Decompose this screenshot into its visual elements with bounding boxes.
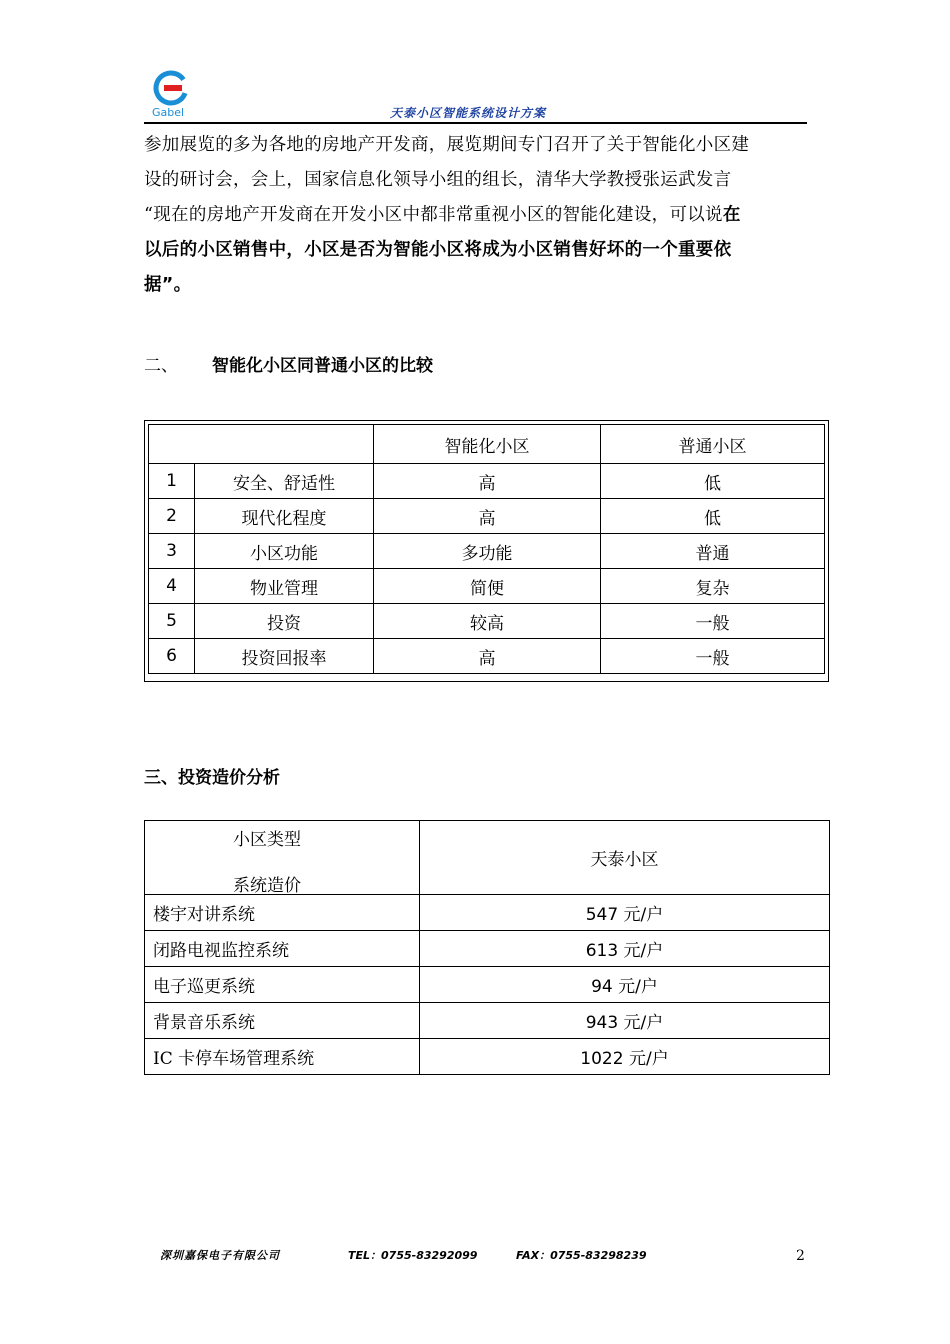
system-cost: 943 元/户 bbox=[420, 1003, 830, 1039]
row-item: 物业管理 bbox=[195, 569, 374, 604]
section-title: 智能化小区同普通小区的比较 bbox=[212, 356, 433, 376]
table-header-cell: 普通小区 bbox=[601, 425, 825, 464]
row-item: 现代化程度 bbox=[195, 499, 374, 534]
row-smart: 高 bbox=[374, 639, 601, 674]
header-community-name: 天泰小区 bbox=[420, 821, 830, 895]
section-heading-cost: 三、投资造价分析 bbox=[144, 768, 280, 788]
system-name: 闭路电视监控系统 bbox=[145, 931, 420, 967]
header-title: 天泰小区智能系统设计方案 bbox=[390, 106, 547, 120]
row-item: 投资 bbox=[195, 604, 374, 639]
table-row bbox=[145, 895, 830, 931]
row-normal: 一般 bbox=[601, 639, 825, 674]
system-name: IC 卡停车场管理系统 bbox=[145, 1039, 420, 1075]
row-smart: 简便 bbox=[374, 569, 601, 604]
system-cost: 613 元/户 bbox=[420, 931, 830, 967]
table-row bbox=[145, 1039, 830, 1075]
comparison-table bbox=[144, 420, 829, 682]
table-row bbox=[149, 464, 825, 499]
row-number: 1 bbox=[149, 464, 195, 499]
row-item: 安全、舒适性 bbox=[195, 464, 374, 499]
row-normal: 低 bbox=[601, 464, 825, 499]
row-normal: 普通 bbox=[601, 534, 825, 569]
row-smart: 高 bbox=[374, 464, 601, 499]
table-row bbox=[149, 604, 825, 639]
paragraph-line: 参加展览的多为各地的房地产开发商，展览期间专门召开了关于智能化小区建 bbox=[144, 135, 750, 155]
footer-company: 深圳嘉保电子有限公司 bbox=[160, 1249, 280, 1262]
row-smart: 较高 bbox=[374, 604, 601, 639]
row-smart: 高 bbox=[374, 499, 601, 534]
row-normal: 复杂 bbox=[601, 569, 825, 604]
logo-wordmark: Gabel bbox=[152, 106, 185, 119]
table-row bbox=[145, 1003, 830, 1039]
table-row bbox=[145, 931, 830, 967]
row-item: 投资回报率 bbox=[195, 639, 374, 674]
paragraph-bold-line: 以后的小区销售中，小区是否为智能小区将成为小区销售好坏的一个重要依 bbox=[144, 240, 732, 260]
row-number: 3 bbox=[149, 534, 195, 569]
table-header-row bbox=[145, 821, 830, 895]
paragraph-bold-text: 在 bbox=[722, 205, 741, 225]
footer-tel: TEL：0755-83292099 bbox=[348, 1249, 478, 1262]
header-system-cost: 系统造价 bbox=[233, 876, 301, 896]
table-row bbox=[149, 499, 825, 534]
paragraph-line: 设的研讨会，会上，国家信息化领导小组的组长，清华大学教授张运武发言 bbox=[144, 170, 732, 190]
table-header-row bbox=[149, 425, 825, 464]
table-row bbox=[145, 967, 830, 1003]
row-number: 6 bbox=[149, 639, 195, 674]
system-name: 背景音乐系统 bbox=[145, 1003, 420, 1039]
row-item: 小区功能 bbox=[195, 534, 374, 569]
table-header-cell bbox=[149, 425, 374, 464]
page-number: 2 bbox=[796, 1248, 805, 1264]
paragraph-bold-line: 据”。 bbox=[144, 275, 192, 295]
row-smart: 多功能 bbox=[374, 534, 601, 569]
cost-table bbox=[144, 820, 830, 1075]
system-name: 电子巡更系统 bbox=[145, 967, 420, 1003]
system-cost: 547 元/户 bbox=[420, 895, 830, 931]
system-name: 楼宇对讲系统 bbox=[145, 895, 420, 931]
table-row bbox=[149, 639, 825, 674]
row-normal: 低 bbox=[601, 499, 825, 534]
section-heading-comparison bbox=[144, 351, 433, 376]
diagonal-header-cell bbox=[145, 821, 420, 895]
table-row bbox=[149, 569, 825, 604]
header-divider bbox=[144, 122, 807, 124]
section-number: 二、 bbox=[144, 356, 178, 376]
system-cost: 94 元/户 bbox=[420, 967, 830, 1003]
row-normal: 一般 bbox=[601, 604, 825, 639]
row-number: 5 bbox=[149, 604, 195, 639]
gabel-logo bbox=[150, 68, 192, 124]
table-row bbox=[149, 534, 825, 569]
row-number: 4 bbox=[149, 569, 195, 604]
footer-fax: FAX：0755-83298239 bbox=[516, 1249, 647, 1262]
paragraph-line bbox=[144, 198, 810, 233]
table-header-cell: 智能化小区 bbox=[374, 425, 601, 464]
page-footer bbox=[160, 1247, 647, 1263]
paragraph-text: “现在的房地产开发商在开发小区中都非常重视小区的智能化建设，可以说 bbox=[144, 205, 723, 225]
intro-paragraph bbox=[144, 128, 810, 303]
row-number: 2 bbox=[149, 499, 195, 534]
header-community-type: 小区类型 bbox=[233, 830, 301, 850]
system-cost: 1022 元/户 bbox=[420, 1039, 830, 1075]
